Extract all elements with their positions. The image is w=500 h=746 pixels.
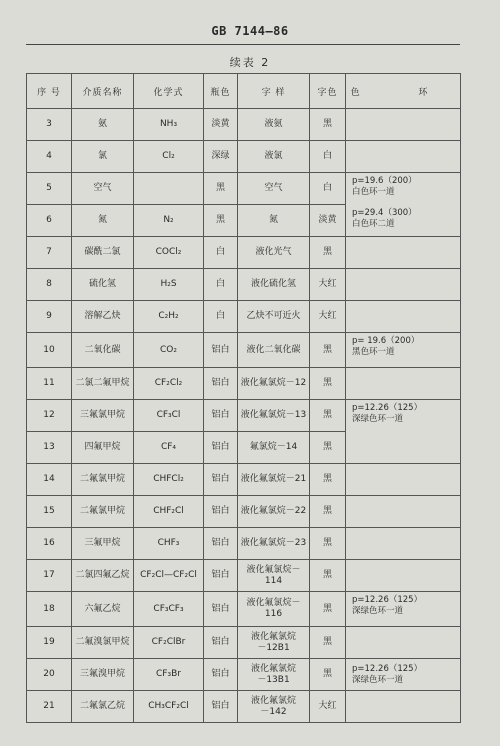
col-header-no: 序 号 (27, 74, 72, 109)
table-row (27, 368, 461, 400)
lettering: 空气 (238, 173, 310, 205)
bottle-color: 铝白 (204, 592, 238, 627)
bottle-color: 铝白 (204, 528, 238, 560)
row-no: 6 (27, 205, 72, 237)
letter-color: 黑 (310, 659, 346, 691)
color-ring-note: 白色环一道 (352, 187, 395, 197)
bottle-color: 黑 (204, 205, 238, 237)
standard-code: GB 7144—86 (211, 24, 289, 38)
row-no: 10 (27, 333, 72, 368)
bottle-color: 铝白 (204, 496, 238, 528)
letter-color: 黑 (310, 592, 346, 627)
row-no: 12 (27, 400, 72, 432)
row-no: 9 (27, 301, 72, 333)
letter-color: 大红 (310, 691, 346, 723)
bottle-color: 白 (204, 237, 238, 269)
table-row (27, 464, 461, 496)
row-no: 7 (27, 237, 72, 269)
lettering: 液化氟氯烷－114 (238, 560, 310, 592)
color-ring-cell (346, 109, 461, 141)
col-header-bottle-color: 瓶色 (204, 74, 238, 109)
letter-color: 黑 (310, 560, 346, 592)
color-ring-cell (346, 301, 461, 333)
color-ring-cell (346, 592, 461, 627)
chemical-formula: Cl₂ (134, 141, 204, 173)
color-ring-note: p=12.26（125） (352, 663, 423, 674)
letter-color: 大红 (310, 269, 346, 301)
bottle-color: 铝白 (204, 333, 238, 368)
row-no: 20 (27, 659, 72, 691)
bottle-color: 铝白 (204, 659, 238, 691)
bottle-color: 白 (204, 269, 238, 301)
medium-name: 硫化氢 (72, 269, 134, 301)
chemical-formula: CO₂ (134, 333, 204, 368)
medium-name: 六氟乙烷 (72, 592, 134, 627)
lettering: 氮 (238, 205, 310, 237)
medium-name: 二氟氯甲烷 (72, 496, 134, 528)
chemical-formula: CHF₃ (134, 528, 204, 560)
lettering: 液化氟氯烷－22 (238, 496, 310, 528)
table-row (27, 400, 461, 432)
color-ring-note: p=12.26（125） (352, 595, 423, 605)
bottle-color: 铝白 (204, 560, 238, 592)
color-ring-cell (346, 496, 461, 528)
table-row (27, 109, 461, 141)
color-ring-note: 黑色环一道 (352, 347, 395, 357)
col-header-letter-color: 字色 (310, 74, 346, 109)
medium-name: 三氟溴甲烷 (72, 659, 134, 691)
letter-color: 黑 (310, 627, 346, 659)
color-ring-cell (346, 691, 461, 723)
chemical-formula: CHFCl₂ (134, 464, 204, 496)
medium-name: 二氟氯乙烷 (72, 691, 134, 723)
lettering (238, 691, 310, 723)
lettering: 液氯 (238, 141, 310, 173)
medium-name: 三氟氯甲烷 (72, 400, 134, 432)
lettering: 乙炔不可近火 (238, 301, 310, 333)
table-row (27, 141, 461, 173)
bottle-color: 铝白 (204, 400, 238, 432)
bottle-color: 铝白 (204, 691, 238, 723)
row-no: 18 (27, 592, 72, 627)
medium-name: 四氟甲烷 (72, 432, 134, 464)
table-row (27, 691, 461, 723)
chemical-formula: CF₃Br (134, 659, 204, 691)
bottle-color: 深绿 (204, 141, 238, 173)
table-row (27, 237, 461, 269)
medium-name: 氯 (72, 141, 134, 173)
color-ring-cell (346, 237, 461, 269)
color-ring-note: p= 19.6（200） (352, 336, 420, 346)
table-row (27, 269, 461, 301)
table-row (27, 592, 461, 627)
row-no: 8 (27, 269, 72, 301)
lettering-line: －13B1 (257, 674, 290, 685)
lettering-line: －142 (260, 706, 287, 717)
table-row (27, 627, 461, 659)
table-row (27, 560, 461, 592)
bottle-color: 白 (204, 301, 238, 333)
letter-color: 黑 (310, 432, 346, 464)
color-ring-cell (346, 141, 461, 173)
lettering: 氟氯烷－14 (238, 432, 310, 464)
lettering-line: 液化氟氯烷 (250, 663, 296, 674)
chemical-formula: CF₂Cl—CF₂Cl (134, 560, 204, 592)
chemical-formula: CF₂Cl₂ (134, 368, 204, 400)
color-ring-cell (346, 627, 461, 659)
row-no: 11 (27, 368, 72, 400)
color-ring-note: p=12.26（125） (352, 403, 423, 413)
color-ring-note: 深绿色环一道 (352, 414, 404, 424)
color-ring-note: p=29.4（300） (352, 208, 417, 218)
row-no: 15 (27, 496, 72, 528)
chemical-formula: H₂S (134, 269, 204, 301)
medium-name: 空气 (72, 173, 134, 205)
annotation-gap (352, 198, 457, 208)
row-no: 13 (27, 432, 72, 464)
col-header-medium: 介质名称 (72, 74, 134, 109)
col-header-color-ring: 色 环 (346, 74, 461, 109)
color-ring-cell (346, 333, 461, 368)
medium-name: 二氯四氟乙烷 (72, 560, 134, 592)
lettering: 液化氟氯烷－23 (238, 528, 310, 560)
bottle-color: 铝白 (204, 432, 238, 464)
letter-color: 黑 (310, 368, 346, 400)
lettering-line: 液化氟氯烷 (250, 695, 296, 706)
lettering: 液氨 (238, 109, 310, 141)
row-no: 19 (27, 627, 72, 659)
medium-name: 二氟溴氯甲烷 (72, 627, 134, 659)
chemical-formula: CH₃CF₂Cl (134, 691, 204, 723)
medium-name: 碳酰二氯 (72, 237, 134, 269)
medium-name: 二氧化碳 (72, 333, 134, 368)
letter-color: 白 (310, 173, 346, 205)
bottle-color: 淡黄 (204, 109, 238, 141)
chemical-formula: CF₃CF₃ (134, 592, 204, 627)
bottle-color: 铝白 (204, 464, 238, 496)
color-ring-cell (346, 528, 461, 560)
bottle-color: 铝白 (204, 627, 238, 659)
medium-name: 氨 (72, 109, 134, 141)
color-ring-note: 深绿色环一道 (352, 674, 404, 685)
table-row (27, 333, 461, 368)
bottle-color: 铝白 (204, 368, 238, 400)
letter-color: 黑 (310, 109, 346, 141)
header-rule (26, 44, 460, 45)
lettering-line: －12B1 (257, 642, 290, 653)
letter-color: 黑 (310, 400, 346, 432)
lettering-line: 液化氟氯烷 (250, 631, 296, 642)
table-row (27, 301, 461, 333)
row-no: 21 (27, 691, 72, 723)
bottle-color: 黑 (204, 173, 238, 205)
color-ring-note: p=19.6（200） (352, 176, 417, 186)
color-ring-cell (346, 464, 461, 496)
letter-color: 黑 (310, 528, 346, 560)
letter-color: 黑 (310, 333, 346, 368)
lettering: 液化光气 (238, 237, 310, 269)
col-header-formula: 化学式 (134, 74, 204, 109)
chemical-formula: CHF₂Cl (134, 496, 204, 528)
medium-name: 二氯二氟甲烷 (72, 368, 134, 400)
color-ring-cell (346, 400, 461, 464)
row-no: 4 (27, 141, 72, 173)
table-row (27, 659, 461, 691)
letter-color: 淡黄 (310, 205, 346, 237)
table-row (27, 528, 461, 560)
color-ring-cell (346, 368, 461, 400)
medium-name: 三氟甲烷 (72, 528, 134, 560)
color-ring-cell (346, 560, 461, 592)
row-no: 17 (27, 560, 72, 592)
letter-color: 黑 (310, 464, 346, 496)
medium-name: 二氟氯甲烷 (72, 464, 134, 496)
lettering (238, 627, 310, 659)
letter-color: 大红 (310, 301, 346, 333)
color-ring-note: 白色环二道 (352, 219, 395, 229)
col-header-lettering: 字 样 (238, 74, 310, 109)
lettering: 液化氟氯烷－21 (238, 464, 310, 496)
chemical-formula: CF₃Cl (134, 400, 204, 432)
letter-color: 白 (310, 141, 346, 173)
gas-cylinder-marking-table (26, 73, 461, 723)
chemical-formula: COCl₂ (134, 237, 204, 269)
chemical-formula: CF₂ClBr (134, 627, 204, 659)
color-ring-note: 深绿色环一道 (352, 606, 404, 616)
chemical-formula: N₂ (134, 205, 204, 237)
chemical-formula: NH₃ (134, 109, 204, 141)
medium-name: 溶解乙炔 (72, 301, 134, 333)
color-ring-cell (346, 173, 461, 237)
letter-color: 黑 (310, 496, 346, 528)
color-ring-cell (346, 659, 461, 691)
lettering: 液化氟氯烷－13 (238, 400, 310, 432)
chemical-formula: CF₄ (134, 432, 204, 464)
lettering (238, 659, 310, 691)
chemical-formula (134, 173, 204, 205)
row-no: 14 (27, 464, 72, 496)
letter-color: 黑 (310, 237, 346, 269)
lettering: 液化氟氯烷－12 (238, 368, 310, 400)
chemical-formula: C₂H₂ (134, 301, 204, 333)
lettering: 液化硫化氢 (238, 269, 310, 301)
table-header-row (27, 74, 461, 109)
row-no: 3 (27, 109, 72, 141)
medium-name: 氮 (72, 205, 134, 237)
row-no: 16 (27, 528, 72, 560)
lettering: 液化氟氯烷－116 (238, 592, 310, 627)
lettering: 液化二氧化碳 (238, 333, 310, 368)
table-row (27, 496, 461, 528)
color-ring-cell (346, 269, 461, 301)
continuation-title: 续表 2 (229, 56, 271, 69)
table-row (27, 173, 461, 205)
row-no: 5 (27, 173, 72, 205)
